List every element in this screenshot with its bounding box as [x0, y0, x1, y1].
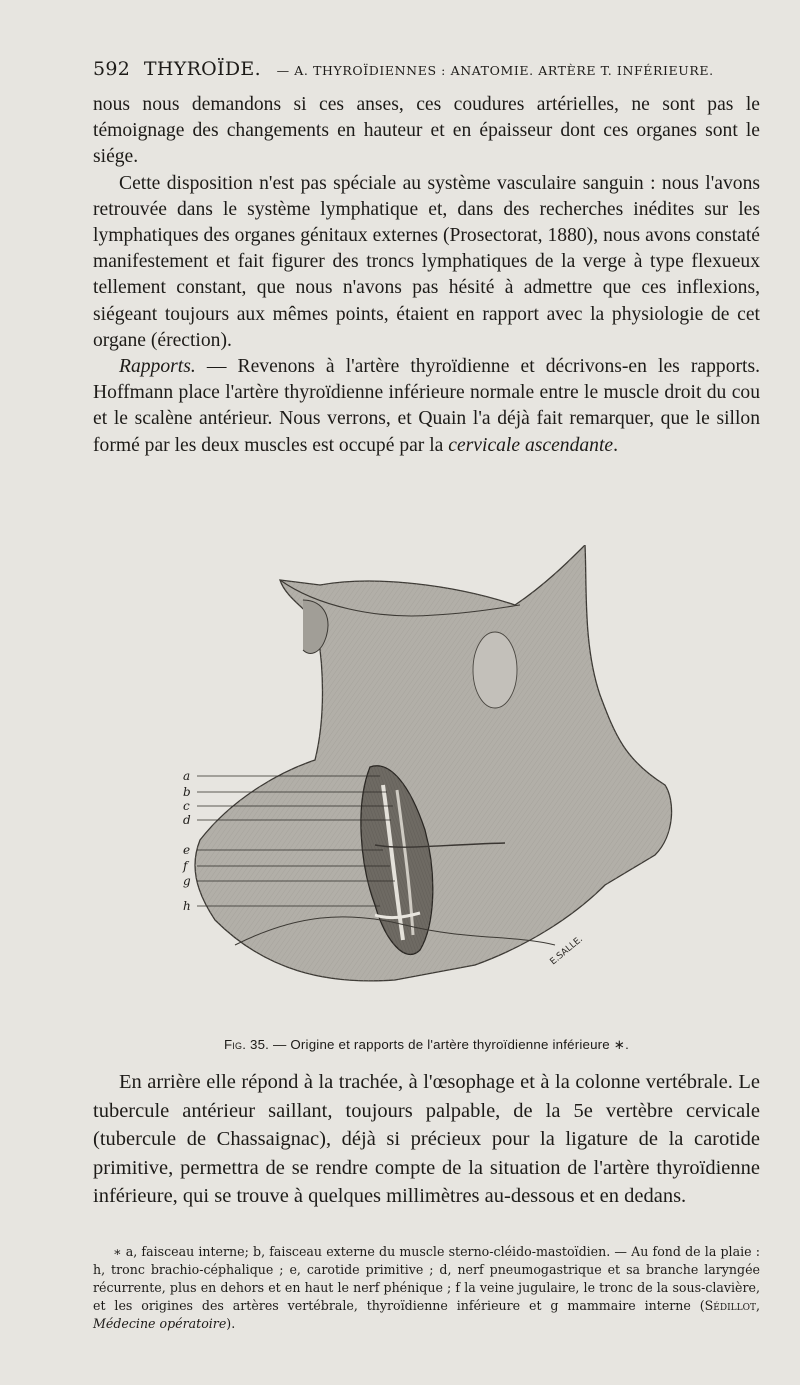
figure-label-c: c [183, 799, 190, 813]
figure-label-g: g [183, 874, 191, 888]
running-header [93, 58, 733, 80]
footnote [93, 1243, 760, 1333]
page-number: 592 [93, 58, 131, 80]
header-title: THYROÏDE. [143, 58, 261, 80]
paragraph-4: En arrière elle répond à la trachée, à l'œsophage et à la colonne vertébrale. Le tubercule antérieur saillant, toujours palpable, de la 5e vertèbre cervicale (tubercule de Chassaignac), déjà si précieux pour la ligature de la carotide primitive, permettra de se rendre compte de la situation de l'artère thyroïdienne inférieure, qui se trouve à quelques millimètres au-dessous et en dedans. [93, 1071, 760, 1208]
figure-label-d: d [183, 813, 191, 827]
body-text-top [93, 92, 760, 459]
figure-label-a: a [183, 769, 191, 783]
neck-dissection-figure [175, 545, 695, 1035]
paragraph-1: nous nous demandons si ces anses, ces coudures artérielles, ne sont pas le témoignage des changements en hauteur et en épaisseur dont ces organes sont le siége. [93, 94, 760, 168]
figure-caption [93, 1037, 760, 1053]
larynx-prominence [473, 632, 517, 708]
rapports-heading: Rapports. [119, 356, 196, 378]
footnote-sep: , [755, 1298, 760, 1313]
figure-label-h: h [183, 899, 191, 913]
paragraph-3-text: — Revenons à l'artère thyroïdienne et décrivons-en les rapports. Hoffmann place l'artère thyroïdienne inférieure normale entre le muscle droit du cou et le scalène antérieur. Nous verrons, et Quain l'a déjà fait remarquer, que le sillon formé par les deux muscles est occupé par la [93, 356, 760, 456]
cervicale-ascendante: cervicale ascendante [448, 434, 614, 456]
engraver-signature: E.SALLE. [548, 934, 585, 968]
footnote-author: Sédillot [704, 1298, 756, 1313]
header-subtitle: — A. THYROÏDIENNES : ANATOMIE. ARTÈRE T. INFÉRIEURE. [276, 63, 714, 78]
figure-caption-text: — Origine et rapports de l'artère thyroïdienne inférieure ∗. [269, 1037, 630, 1052]
figure-number: Fig. 35. [223, 1037, 270, 1052]
footnote-text: ∗ a, faisceau interne; b, faisceau externe du muscle sterno-cléido-mastoïdien. — Au fond de la plaie : h, tronc brachio-céphalique ; e, carotide primitive ; d, nerf pneumogastrique et sa branche laryngée récurrente, plus en dehors et en haut le nerf phénique ; f la veine jugulaire, le tronc de la sous-clavière, et les origines des artères vertébrale, thyroïdienne inférieure et g mammaire interne ( [93, 1244, 760, 1313]
paragraph-3-end: . [613, 434, 619, 456]
figure-label-e: e [183, 843, 191, 857]
body-text-bottom [93, 1068, 760, 1211]
figure-label-f: f [183, 859, 188, 873]
paragraph-2: Cette disposition n'est pas spéciale au système vasculaire sanguin : nous l'avons retrouvée dans le système lymphatique et, dans des recherches inédites sur les lymphatiques des organes génitaux externes (Prosectorat, 1880), nous avons constaté manifestement et fait figurer des troncs lymphatiques de la verge à type flexueux tellement constant, que nous n'avons pas hésité à admettre que ces inflexions, siégeant toujours aux mêmes points, étaient en rapport avec la physiologie de cet organe (érection). [93, 172, 760, 351]
footnote-work: Médecine opératoire [93, 1316, 227, 1331]
figure-label-b: b [183, 785, 191, 799]
paragraph-3 [93, 354, 760, 459]
footnote-end: ). [226, 1316, 236, 1331]
